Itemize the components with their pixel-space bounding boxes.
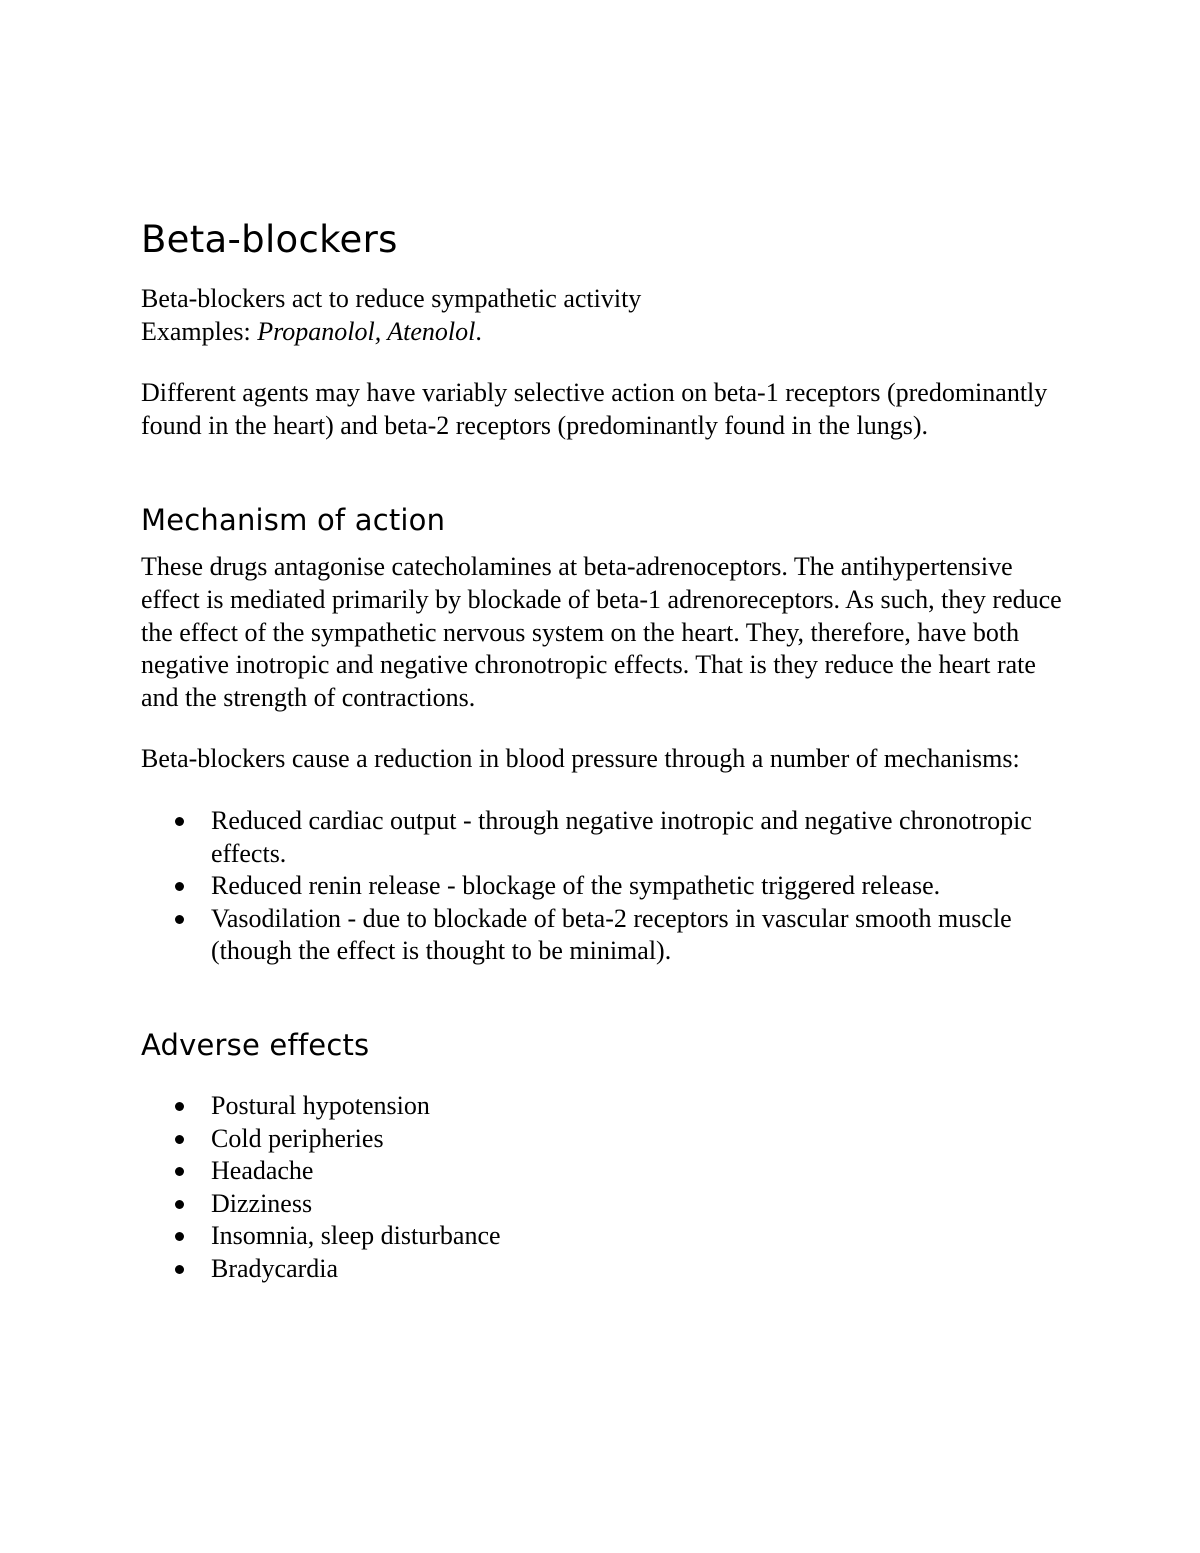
list-item-text: Vasodilation - due to blockade of beta-2 receptors in vascular smooth muscle (though the effect is thought to be minimal). [211, 903, 1012, 966]
list-item [141, 1188, 1071, 1221]
list-item-text: Postural hypotension [211, 1090, 430, 1120]
selectivity-paragraph: Different agents may have variably selective action on beta-1 receptors (predominantly found in the heart) and beta-2 receptors (predominantly found in the lungs). [141, 378, 1048, 440]
document-content [141, 212, 1071, 1285]
list-item [141, 903, 1071, 968]
adverse-heading: Adverse effects [141, 1027, 370, 1062]
list-item-text: Cold peripheries [211, 1123, 384, 1153]
adverse-list [141, 1090, 1071, 1286]
list-item [141, 1123, 1071, 1156]
intro-line: Beta-blockers act to reduce sympathetic activity [141, 284, 642, 313]
bullet-icon [175, 817, 184, 826]
list-item-text: Reduced cardiac output - through negative inotropic and negative chronotropic effects. [211, 805, 1032, 868]
bullet-icon [175, 1265, 184, 1274]
list-item-text: Dizziness [211, 1188, 313, 1218]
list-item-text: Insomnia, sleep disturbance [211, 1221, 501, 1251]
bullet-icon [175, 915, 184, 924]
mechanism-lead: Beta-blockers cause a reduction in blood pressure through a number of mechanisms: [141, 744, 1020, 774]
bullet-icon [175, 1135, 184, 1144]
mechanism-paragraph: These drugs antagonise catecholamines at beta-adrenoceptors. The antihypertensive effect is mediated primarily by blockade of beta-1 adrenoreceptors. As such, they reduce the effect of the sympathetic nervous system on the heart. They, therefore, have both negative inotropic and negative chronotropic effects. That is they reduce the heart rate and the strength of contractions. [141, 552, 1062, 712]
examples-line [141, 316, 1071, 349]
examples-label: Examples: [141, 316, 258, 346]
list-item-text: Reduced renin release - blockage of the sympathetic triggered release. [211, 871, 941, 901]
list-item [141, 1253, 1071, 1286]
bullet-icon [175, 1232, 184, 1241]
list-item [141, 805, 1071, 870]
list-item [141, 1090, 1071, 1123]
list-item-text: Bradycardia [211, 1253, 339, 1283]
mechanism-heading: Mechanism of action [141, 503, 446, 538]
bullet-icon [175, 1102, 184, 1111]
bullet-icon [175, 1200, 184, 1209]
bullet-icon [175, 882, 184, 891]
bullet-icon [175, 1167, 184, 1176]
list-item [141, 870, 1071, 903]
page-title: Beta-blockers [141, 218, 398, 261]
examples-value: Propanolol, Atenolol [257, 316, 476, 346]
examples-end: . [475, 316, 482, 346]
mechanism-list [141, 805, 1071, 968]
list-item [141, 1220, 1071, 1253]
list-item-text: Headache [211, 1156, 314, 1186]
list-item [141, 1155, 1071, 1188]
